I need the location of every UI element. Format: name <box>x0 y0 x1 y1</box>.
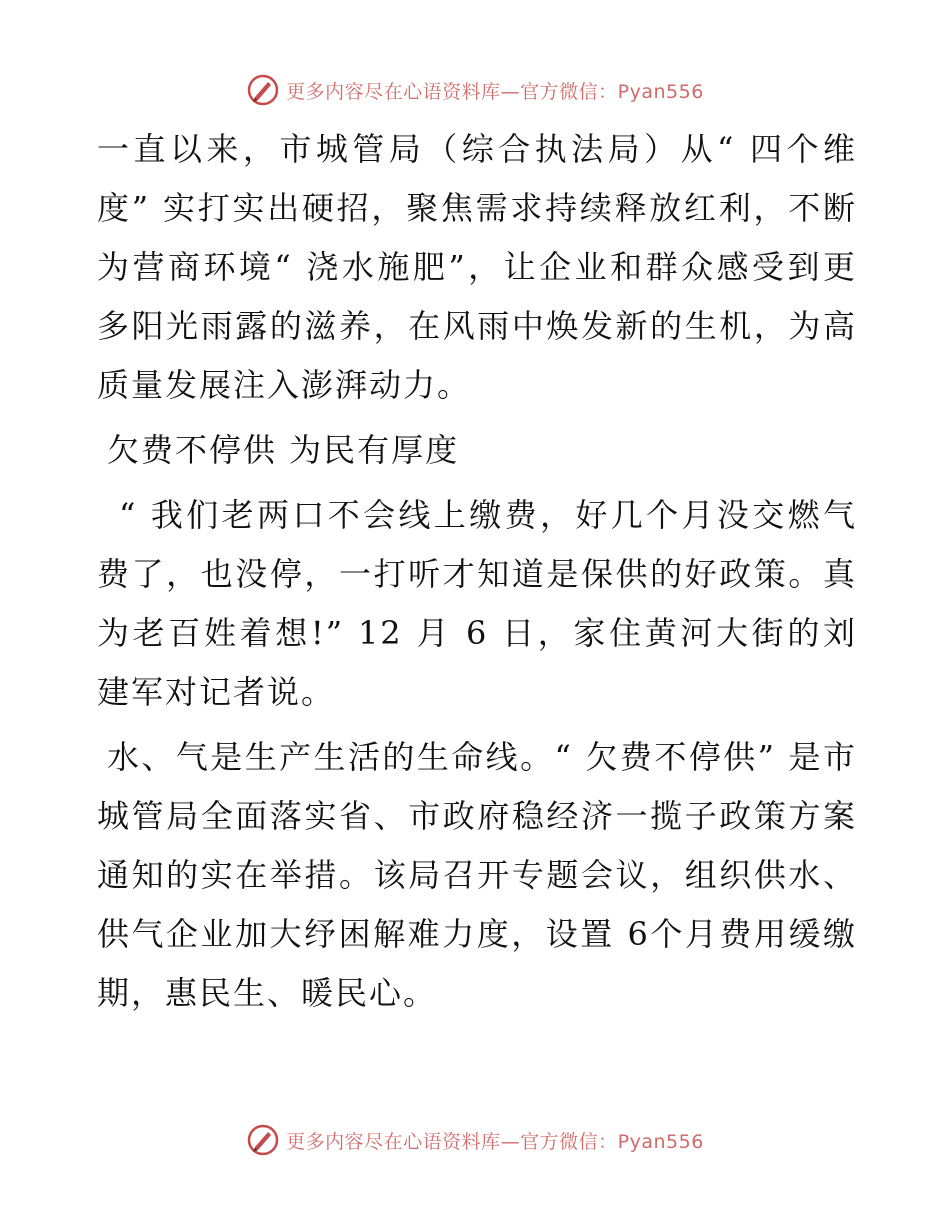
section-heading: 欠费不停供 为民有厚度 <box>107 431 460 469</box>
article-paragraph-intro: 一直以来，市城管局（综合执法局）从“ 四个维度” 实打实出硬招，聚焦需求持续释放红利，不断为营商环境“ 浇水施肥”，让企业和群众感受到更多阳光雨露的滋养，在风雨中焕发新的生机，为高质量发展注入澎湃动力。 <box>97 130 857 404</box>
footer-banner-content <box>246 1123 704 1157</box>
footer-banner <box>0 1120 950 1160</box>
pen-logo-icon <box>246 73 280 107</box>
header-banner-content <box>246 73 704 107</box>
footer-banner-text: 更多内容尽在心语资料库—官方微信：Pyan556 <box>286 1130 704 1153</box>
article-body <box>97 120 857 1023</box>
article-paragraph-policy: 水、气是生产生活的生命线。“ 欠费不停供” 是市城管局全面落实省、市政府稳经济一揽子政策方案通知的实在举措。该局召开专题会议，组织供水、供气企业加大纾困解难力度，设置 6个月费用缓缴期，惠民生、暖民心。 <box>97 738 857 1012</box>
header-banner <box>0 70 950 110</box>
header-banner-text: 更多内容尽在心语资料库—官方微信：Pyan556 <box>286 80 704 103</box>
pen-logo-icon <box>246 1123 280 1157</box>
article-paragraph-quote: “ 我们老两口不会线上缴费，好几个月没交燃气费了，也没停，一打听才知道是保供的好政策。真为老百姓着想!” 12 月 6 日，家住黄河大街的刘建军对记者说。 <box>97 496 857 711</box>
